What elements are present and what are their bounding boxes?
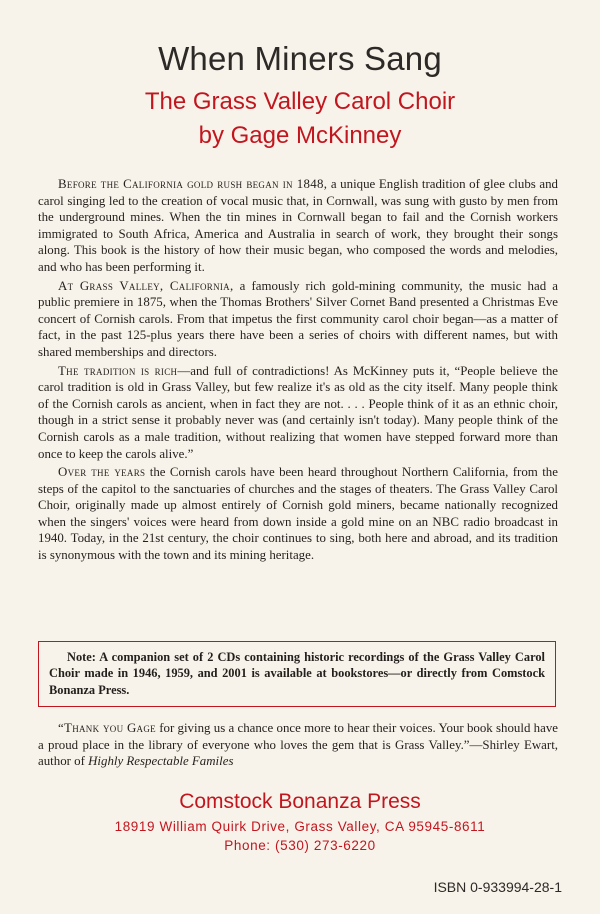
paragraph xyxy=(38,464,558,564)
paragraph-text: —and full of contradictions! As McKinney puts it, “People believe the carol tradition is old in Grass Valley, but few realize it's as old as the city itself. Many people think of the Cornish carols as ancient, when in fact they are not. . . . People think of it as an ethnic choir, though in a strict sense it probably never was (and certainly isn't today). Many people think of the Cornish carols as a male tradition, without realizing that women have stepped forward more than once to keep the carols alive.” xyxy=(38,363,559,461)
paragraph xyxy=(38,176,558,276)
publisher-address: 18919 William Quirk Drive, Grass Valley, CA 95945-8611 xyxy=(114,819,486,834)
paragraph-lead: Before the California gold rush began in 1848, xyxy=(58,177,328,191)
paragraph-lead: Over the years xyxy=(58,465,146,480)
book-author: by Gage McKinney xyxy=(198,122,402,149)
paragraph-lead: The tradition is rich xyxy=(58,363,178,378)
book-subtitle: The Grass Valley Carol Choir xyxy=(144,88,456,115)
publisher-name: Comstock Bonanza Press xyxy=(179,790,421,813)
quote-book-title: Highly Respectable Familes xyxy=(88,754,234,769)
description xyxy=(38,176,558,566)
isbn-number: ISBN 0-933994-28-1 xyxy=(433,879,562,895)
testimonial-quote xyxy=(38,720,558,770)
cd-note-box xyxy=(38,641,556,707)
book-title: When Miners Sang xyxy=(158,40,442,77)
paragraph xyxy=(38,363,558,463)
paragraph-text: a unique English tradition of glee clubs and carol singing led to the creation of vocal music that, in Cornwall, was sung with gusto by men from the underground mines. When the tin mines in Cornwall began to fail and the Cornish workers immigrated to South Africa, America and Australia in search of work, they brought their songs along. This book is the history of how their music began, who composed the words and melodies, and who has been performing it. xyxy=(38,177,558,274)
publisher-phone: Phone: (530) 273-6220 xyxy=(224,838,376,853)
paragraph-text: a famously rich gold-mining community, the music had a public premiere in 1875, when the Thomas Brothers' Silver Cornet Band presented a Christmas Eve concert of Cornish carols. From that impetus the first community carol choir began—as a matter of fact, in the past 125-plus years there have been a series of choirs with different names, but with shared memberships and directors. xyxy=(38,278,558,359)
paragraph xyxy=(38,278,558,361)
paragraph-text: the Cornish carols have been heard throughout Northern California, from the steps of the capitol to the sanctuaries of churches and the stages of theaters. The Grass Valley Carol Choir, originally made up almost entirely of Cornish gold miners, became nationally recognized when the singers' voices were heard from down inside a gold mine on an NBC radio broadcast in 1940. Today, in the 21st century, the choir continues to sing, both here and abroad, and its tradition is synonymous with the town and its mining heritage. xyxy=(38,465,558,563)
paragraph-lead: At Grass Valley, California, xyxy=(58,278,234,293)
cd-note-text: Note: A companion set of 2 CDs containing historic recordings of the Grass Valley Carol Choir made in 1946, 1959, and 2001 is available at bookstores—or directly from Comstock Bonanza Press. xyxy=(49,650,545,697)
quote-lead: “Thank you Gage xyxy=(58,721,156,735)
quote-text: for giving us a chance once more to hear their voices. Your book should have a proud place in the library of everyone who loves the gem that is Grass Valley.”—Shirley Ewart, author of xyxy=(38,721,559,769)
